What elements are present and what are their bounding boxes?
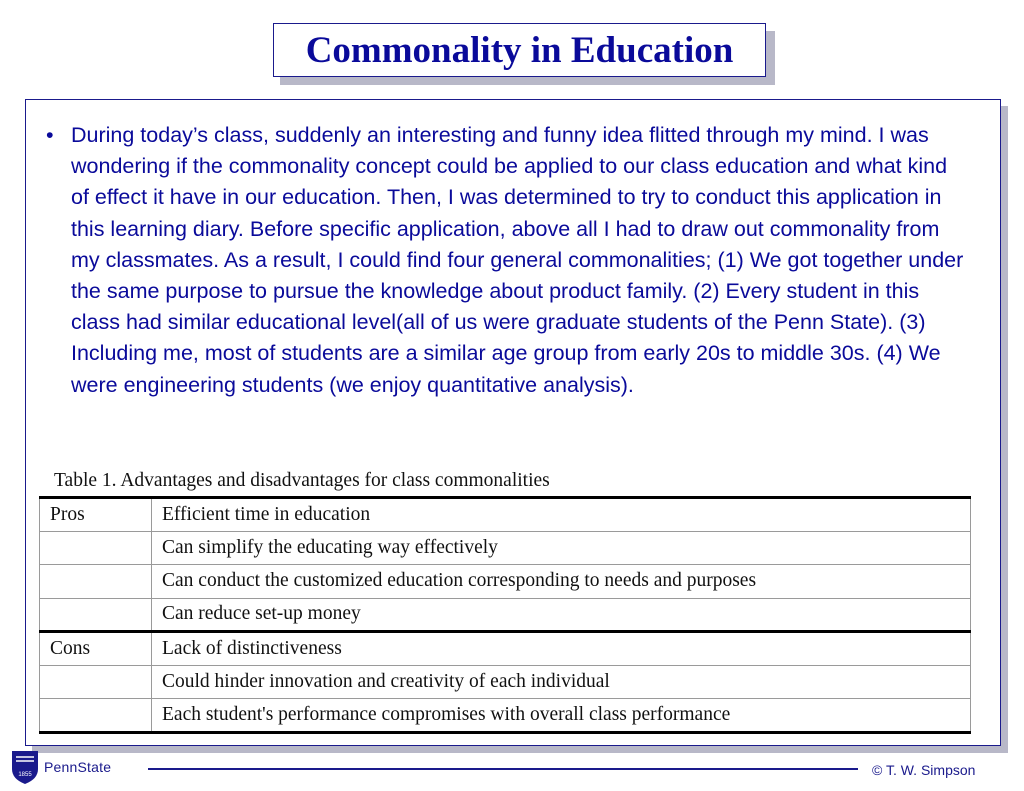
table-row (40, 498, 971, 532)
table-row (40, 531, 971, 565)
table-cell-empty (40, 665, 152, 699)
commonalities-table (39, 496, 971, 734)
table-row (40, 632, 971, 666)
table-cell: Can simplify the educating way effectively (152, 531, 971, 565)
table-cell: Could hinder innovation and creativity of each individual (152, 665, 971, 699)
table-cell-empty (40, 598, 152, 632)
footer-divider (148, 768, 858, 770)
bullet-text: During today’s class, suddenly an interesting and funny idea flitted through my mind. I was wondering if the commonality concept could be applied to our class education and what kind of effect it have in our education. Then, I was determined to try to conduct this application in this learning diary. Before specific application, above all I had to draw out commonality from my classmates. As a result, I could find four general commonalities; (1) We got together under the same purpose to pursue the knowledge about product family. (2) Every student in this class had similar educational level(all of us were graduate students of the Penn State). (3) Including me, most of students are a similar age group from early 20s to middle 30s. (4) We were engineering students (we enjoy quantitative analysis). (71, 123, 964, 397)
copyright-text: © T. W. Simpson (872, 762, 976, 778)
penn-state-logo-icon (10, 749, 40, 785)
penn-state-wordmark: PennState (44, 759, 112, 775)
table-caption: Table 1. Advantages and disadvantages for class commonalities (54, 470, 550, 491)
table-cell: Can reduce set-up money (152, 598, 971, 632)
pros-label: Pros (40, 498, 152, 532)
bullet-marker: • (46, 123, 54, 147)
title-box (273, 23, 766, 77)
table-cell: Efficient time in education (152, 498, 971, 532)
table-cell-empty (40, 531, 152, 565)
table-row (40, 598, 971, 632)
table-cell-empty (40, 565, 152, 599)
bullet-item (46, 120, 966, 401)
table-row (40, 565, 971, 599)
table-cell: Lack of distinctiveness (152, 632, 971, 666)
logo-year: 1855 (18, 772, 32, 778)
slide-title: Commonality in Education (305, 29, 734, 71)
table-cell-empty (40, 699, 152, 733)
table-row (40, 665, 971, 699)
table-cell: Each student's performance compromises with overall class performance (152, 699, 971, 733)
content-frame (25, 99, 1001, 746)
table-row (40, 699, 971, 733)
cons-label: Cons (40, 632, 152, 666)
table-cell: Can conduct the customized education corresponding to needs and purposes (152, 565, 971, 599)
